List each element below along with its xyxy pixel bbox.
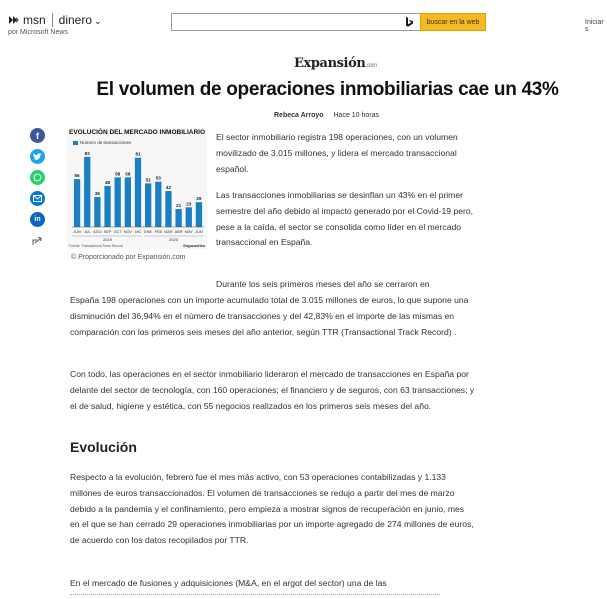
- bar-value-label: 56: [74, 173, 80, 179]
- section-label[interactable]: dinero: [58, 13, 93, 27]
- bar-value-label: 82: [84, 150, 90, 156]
- chart-bar: [135, 158, 141, 227]
- bar-value-label: 42: [165, 185, 172, 191]
- bar-value-label: 51: [145, 177, 151, 183]
- share-icon[interactable]: [30, 233, 45, 248]
- chart-svg: [67, 128, 207, 249]
- chart-bar: [94, 197, 100, 227]
- bar-value-label: 48: [104, 179, 111, 185]
- article-time: Hace 10 horas: [333, 112, 380, 119]
- top-bar: [0, 0, 607, 42]
- chart-bar: [186, 207, 192, 227]
- year-label: 2020: [169, 237, 178, 242]
- linkedin-icon[interactable]: in: [30, 212, 45, 227]
- paragraph-3-continued: España 198 operaciones con un importe acumulado total de 3.015 millones de euros, lo que supone una disminución del 36,94% en el número de transacciones y del 42,83% en el importe de las mismas en comparación con los primeros seis meses del año anterior, según TTR (Transactional Track Record) .: [70, 295, 469, 337]
- cut-off-line: [70, 594, 440, 595]
- chart-source: Fuente: Transactional Track Record: [69, 244, 123, 248]
- msn-brand[interactable]: [8, 13, 102, 27]
- article-meta: [274, 112, 379, 119]
- bar-value-label: 81: [135, 151, 141, 157]
- twitter-icon[interactable]: [30, 149, 45, 164]
- search-box: [171, 13, 485, 31]
- paragraph-6: En el mercado de fusiones y adquisiciones (M&A, en el argot del sector) una de las: [70, 578, 387, 588]
- x-tick-label: JUN: [73, 230, 81, 234]
- share-rail: [30, 128, 46, 254]
- section-heading-evolucion: Evolución: [70, 439, 137, 455]
- paragraph-3-start: Durante los seis primeros meses del año se cerraron en: [216, 279, 430, 289]
- chart-image: [67, 128, 207, 249]
- bar-value-label: 29: [196, 196, 202, 202]
- x-tick-label: AGO: [93, 230, 102, 234]
- bar-value-label: 21: [176, 203, 182, 209]
- bar-value-label: 58: [125, 171, 131, 177]
- chart-bar: [115, 177, 121, 227]
- image-caption: © Proporcionado por Expansión.com: [71, 254, 186, 261]
- chart-bar: [125, 177, 131, 227]
- publisher-logo[interactable]: [294, 56, 377, 71]
- x-tick-label: DIC: [134, 230, 142, 234]
- signin-link[interactable]: Iniciar s: [585, 19, 604, 33]
- whatsapp-icon[interactable]: [30, 170, 45, 185]
- chart-bar: [84, 157, 90, 227]
- paragraph-4: Con todo, las operaciones en el sector inmobiliario lideraron el mercado de transacciones en España por delante del sector de tecnología, con 160 operaciones; el financiero y de seguros, con 63 transacciones; y el de salud, higiene y estética, con 55 negocios realizados en los primeros seis meses del año.: [70, 369, 475, 411]
- publisher-name: Expansión: [294, 56, 366, 71]
- bar-value-label: 53: [155, 175, 161, 181]
- x-tick-label: JUL: [83, 230, 91, 234]
- x-tick-label: ABR: [174, 230, 183, 234]
- x-tick-label: JUN: [195, 230, 203, 234]
- chart-bar: [74, 179, 80, 227]
- chart-bar: [165, 191, 171, 227]
- chart-brand: Expansión: [183, 243, 205, 248]
- x-tick-label: OCT: [113, 230, 122, 234]
- bar-value-label: 23: [186, 201, 192, 207]
- msn-label: msn: [23, 13, 46, 27]
- chart-bar: [155, 182, 161, 227]
- paragraph-1: El sector inmobiliario registra 198 operaciones, con un volumen movilizado de 3.015 millones, y lidera el mercado transaccional español.: [216, 132, 458, 174]
- microsoft-byline: por Microsoft News: [8, 29, 68, 36]
- x-tick-label: ENE: [144, 230, 153, 234]
- paragraph-2: Las transacciones inmobiliarias se desinflan un 43% en el primer semestre del año debido al impacto generado por el Covid-19 pero, pese a la caída, el sector se consolida como líder en el mercado transaccional en España.: [216, 190, 474, 248]
- bar-value-label: 35: [94, 191, 100, 197]
- search-web-button[interactable]: buscar en la web: [420, 13, 486, 31]
- facebook-icon[interactable]: f: [30, 128, 45, 143]
- x-tick-label: FEB: [154, 230, 163, 234]
- chart-bar: [175, 209, 181, 227]
- x-tick-label: SEP: [103, 230, 112, 234]
- chart-bar: [145, 183, 151, 227]
- chart-title: EVOLUCIÓN DEL MERCADO INMOBILIARIO: [69, 129, 206, 136]
- chart-bar: [196, 202, 202, 227]
- legend-label: Número de transacciones: [80, 140, 132, 145]
- chart-bar: [104, 186, 110, 227]
- article-title: El volumen de operaciones inmobiliarias cae un 43%: [96, 79, 559, 100]
- bing-icon[interactable]: [403, 16, 415, 28]
- header-divider: [52, 13, 53, 27]
- x-tick-label: MAY: [184, 230, 193, 234]
- x-tick-label: NOV: [123, 230, 132, 234]
- chevron-down-icon[interactable]: ⌄: [94, 15, 102, 26]
- year-label: 2019: [103, 237, 112, 242]
- bar-value-label: 58: [115, 171, 121, 177]
- publisher-suffix: .com: [365, 63, 377, 69]
- msn-butterfly-icon: [8, 14, 20, 26]
- search-input[interactable]: [172, 14, 400, 30]
- article-author[interactable]: Rebeca Arroyo: [274, 112, 324, 119]
- x-tick-label: MAR: [164, 230, 173, 234]
- mail-icon[interactable]: [30, 191, 45, 206]
- paragraph-5: Respecto a la evolución, febrero fue el mes más activo, con 53 operaciones contabilizadas y 1.133 millones de euros transaccionados. El volumen de transacciones se redujo a partir del mes de marzo debido a la pandemia y el confinamiento, pero empieza a mostrar signos de recuperación en junio, mes en el que se han cerrado 29 operaciones inmobiliarias por un importe agregado de 274 millones de euros, de acuerdo con los datos recopilados por TTR.: [70, 472, 474, 546]
